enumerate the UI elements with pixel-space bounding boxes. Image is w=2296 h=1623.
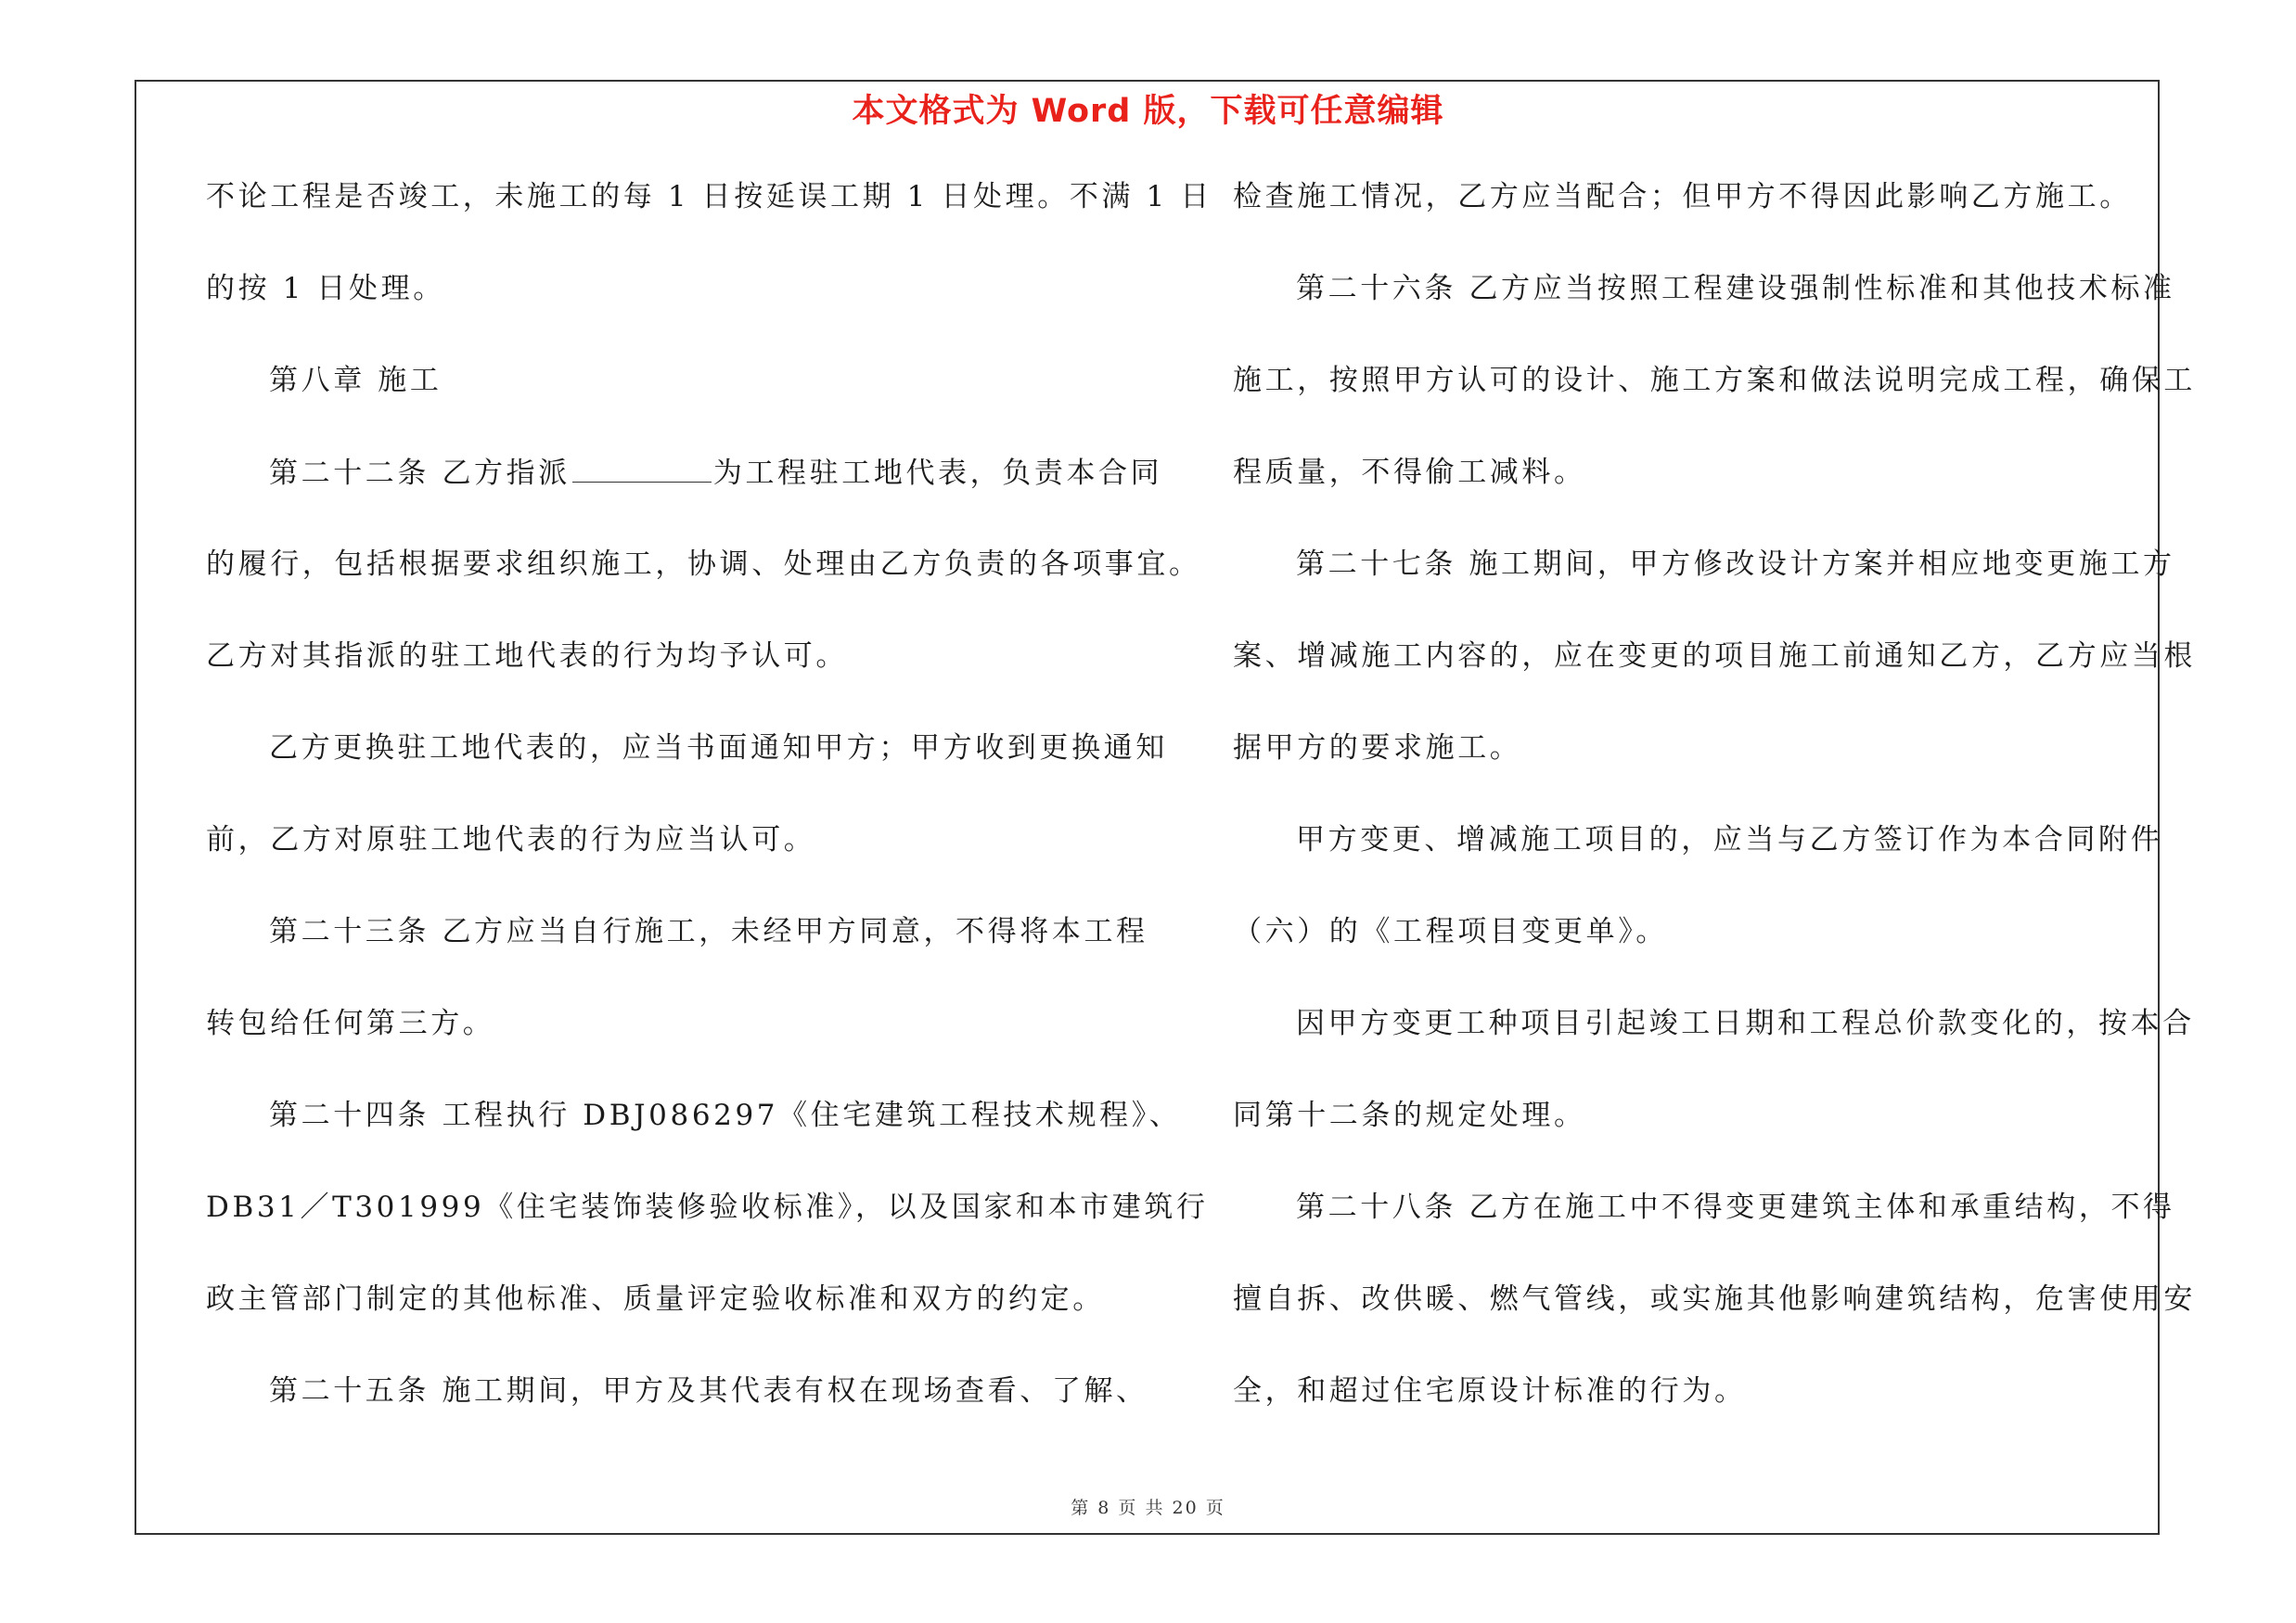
article-22-text-a: 第二十二条 乙方指派 xyxy=(269,457,571,490)
text-line: 施工，按照甲方认可的设计、施工方案和做法说明完成工程，确保工 xyxy=(1233,364,2196,397)
text-line: 同第十二条的规定处理。 xyxy=(1233,1099,1586,1132)
text-line: 转包给任何第三方。 xyxy=(206,1007,495,1040)
representative-blank-field xyxy=(572,454,712,483)
left-column xyxy=(206,178,1212,1464)
text-line: 案、增减施工内容的，应在变更的项目施工前通知乙方，乙方应当根 xyxy=(1233,639,2196,673)
text-line: DB31／T301999《住宅装饰装修验收标准》，以及国家和本市建筑行 xyxy=(206,1191,1209,1224)
text-line: 的按 1 日处理。 xyxy=(206,272,445,305)
text-line: （六）的《工程项目变更单》。 xyxy=(1233,915,1668,948)
article-28-line: 第二十八条 乙方在施工中不得变更建筑主体和承重结构，不得 xyxy=(1296,1191,2175,1224)
article-27-line: 第二十七条 施工期间，甲方修改设计方案并相应地变更施工方 xyxy=(1296,547,2175,581)
word-format-banner: 本文格式为 Word 版，下载可任意编辑 xyxy=(852,93,1444,130)
text-line: 全，和超过住宅原设计标准的行为。 xyxy=(1233,1374,1747,1408)
right-column xyxy=(1233,178,2196,1464)
chapter-heading: 第八章 施工 xyxy=(269,364,443,397)
text-line: 检查施工情况，乙方应当配合；但甲方不得因此影响乙方施工。 xyxy=(1233,180,2132,213)
article-25-line: 第二十五条 施工期间，甲方及其代表有权在现场查看、了解、 xyxy=(269,1374,1148,1408)
article-22-text-b: 为工程驻工地代表，负责本合同 xyxy=(712,457,1163,490)
text-line: 乙方对其指派的驻工地代表的行为均予认可。 xyxy=(206,639,848,673)
text-line: 因甲方变更工种项目引起竣工日期和工程总价款变化的，按本合 xyxy=(1296,1007,2195,1040)
text-line: 不论工程是否竣工，未施工的每 1 日按延误工期 1 日处理。不满 1 日 xyxy=(206,180,1212,213)
text-line: 程质量，不得偷工减料。 xyxy=(1233,456,1586,489)
text-line: 乙方更换驻工地代表的，应当书面通知甲方；甲方收到更换通知 xyxy=(269,731,1168,765)
text-line: 据甲方的要求施工。 xyxy=(1233,731,1522,765)
text-line: 擅自拆、改供暖、燃气管线，或实施其他影响建筑结构，危害使用安 xyxy=(1233,1282,2196,1316)
article-23-line: 第二十三条 乙方应当自行施工，未经甲方同意，不得将本工程 xyxy=(269,915,1148,948)
article-22-line xyxy=(206,454,1163,546)
text-line: 政主管部门制定的其他标准、质量评定验收标准和双方的约定。 xyxy=(206,1282,1105,1316)
text-line: 甲方变更、增减施工项目的，应当与乙方签订作为本合同附件 xyxy=(1296,823,2163,857)
text-line: 的履行，包括根据要求组织施工，协调、处理由乙方负责的各项事宜。 xyxy=(206,547,1201,581)
article-26-line: 第二十六条 乙方应当按照工程建设强制性标准和其他技术标准 xyxy=(1296,272,2175,305)
article-24-line: 第二十四条 工程执行 DBJ086297《住宅建筑工程技术规程》、 xyxy=(269,1099,1182,1132)
text-line: 前，乙方对原驻工地代表的行为应当认可。 xyxy=(206,823,816,857)
page-number: 第 8 页 共 20 页 xyxy=(1071,1498,1225,1518)
